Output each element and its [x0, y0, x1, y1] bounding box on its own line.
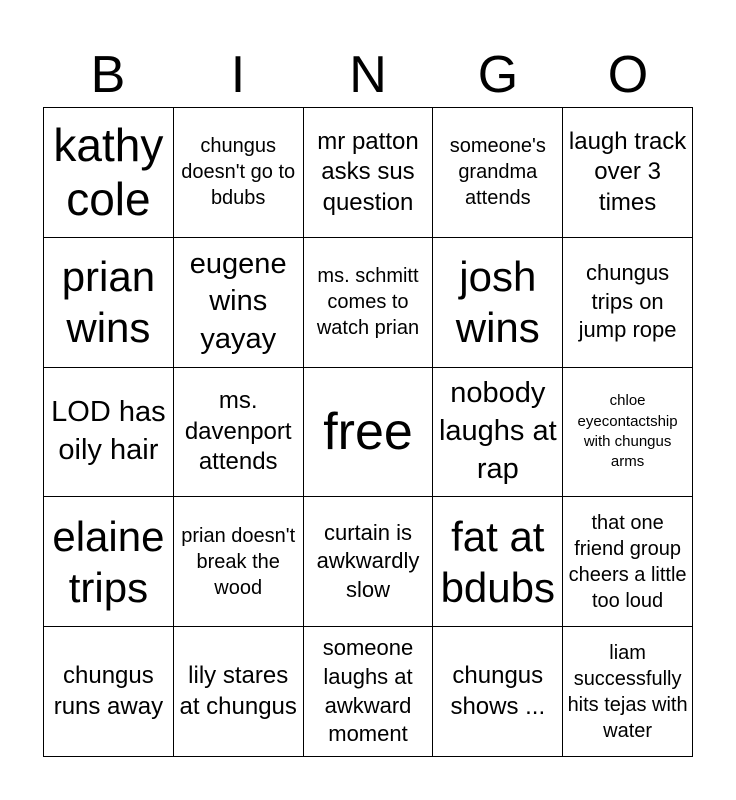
- header-letter-i: I: [230, 46, 246, 104]
- cell-text: laugh track over 3 times: [568, 127, 687, 216]
- bingo-cell[interactable]: [44, 368, 174, 498]
- cell-text: chungus shows ...: [450, 662, 546, 720]
- bingo-cell[interactable]: [174, 497, 304, 627]
- bingo-cell[interactable]: [174, 108, 304, 238]
- cell-text: chungus doesn't go to bdubs: [181, 135, 296, 210]
- bingo-cell[interactable]: [44, 497, 174, 627]
- free-cell[interactable]: [304, 368, 434, 498]
- header-letter-o: O: [607, 46, 649, 104]
- bingo-cell[interactable]: [563, 238, 693, 368]
- cell-text: nobody laughs at rap: [438, 377, 557, 485]
- cell-text: liam successfully hits tejas with water: [567, 641, 688, 742]
- bingo-cell[interactable]: [563, 108, 693, 238]
- cell-text: curtain is awkwardly slow: [316, 519, 420, 603]
- cell-text: that one friend group cheers a little too loud: [568, 511, 687, 612]
- cell-text: chloe eyecontactship with chungus arms: [577, 392, 678, 471]
- bingo-cell[interactable]: [174, 238, 304, 368]
- cell-text: eugene wins yayay: [189, 247, 287, 356]
- bingo-cell[interactable]: [433, 108, 563, 238]
- cell-text: ms. davenport attends: [184, 387, 292, 476]
- free-space-text: free: [323, 402, 413, 461]
- bingo-cell[interactable]: [433, 497, 563, 627]
- bingo-cell[interactable]: [433, 627, 563, 757]
- bingo-cell[interactable]: [44, 627, 174, 757]
- cell-text: chungus runs away: [53, 662, 164, 720]
- bingo-cell[interactable]: [174, 368, 304, 498]
- cell-text: josh wins: [455, 252, 540, 352]
- header-letter-n: N: [349, 46, 387, 104]
- bingo-cell[interactable]: [433, 238, 563, 368]
- cell-text: ms. schmitt comes to watch prian: [316, 265, 420, 340]
- bingo-board: [43, 107, 693, 757]
- bingo-cell[interactable]: [44, 108, 174, 238]
- cell-text: prian doesn't break the wood: [181, 524, 296, 599]
- bingo-cell[interactable]: [563, 497, 693, 627]
- cell-text: mr patton asks sus question: [317, 127, 419, 216]
- header-letter-g: G: [477, 46, 519, 104]
- bingo-header: [43, 42, 693, 108]
- bingo-cell[interactable]: [304, 108, 434, 238]
- cell-text: fat at bdubs: [440, 512, 555, 611]
- bingo-cell[interactable]: [304, 497, 434, 627]
- cell-text: someone's grandma attends: [449, 135, 546, 210]
- cell-text: chungus trips on jump rope: [578, 260, 677, 343]
- bingo-cell[interactable]: [433, 368, 563, 498]
- bingo-cell[interactable]: [304, 238, 434, 368]
- bingo-cell[interactable]: [174, 627, 304, 757]
- cell-text: LOD has oily hair: [51, 396, 166, 466]
- bingo-cell[interactable]: [44, 238, 174, 368]
- bingo-cell[interactable]: [563, 368, 693, 498]
- header-letter-b: B: [90, 46, 126, 104]
- bingo-cell[interactable]: [304, 627, 434, 757]
- bingo-cell[interactable]: [563, 627, 693, 757]
- cell-text: someone laughs at awkward moment: [322, 635, 414, 747]
- cell-text: elaine trips: [52, 512, 165, 611]
- cell-text: kathy cole: [53, 119, 164, 226]
- cell-text: lily stares at chungus: [179, 662, 297, 720]
- cell-text: prian wins: [61, 252, 156, 352]
